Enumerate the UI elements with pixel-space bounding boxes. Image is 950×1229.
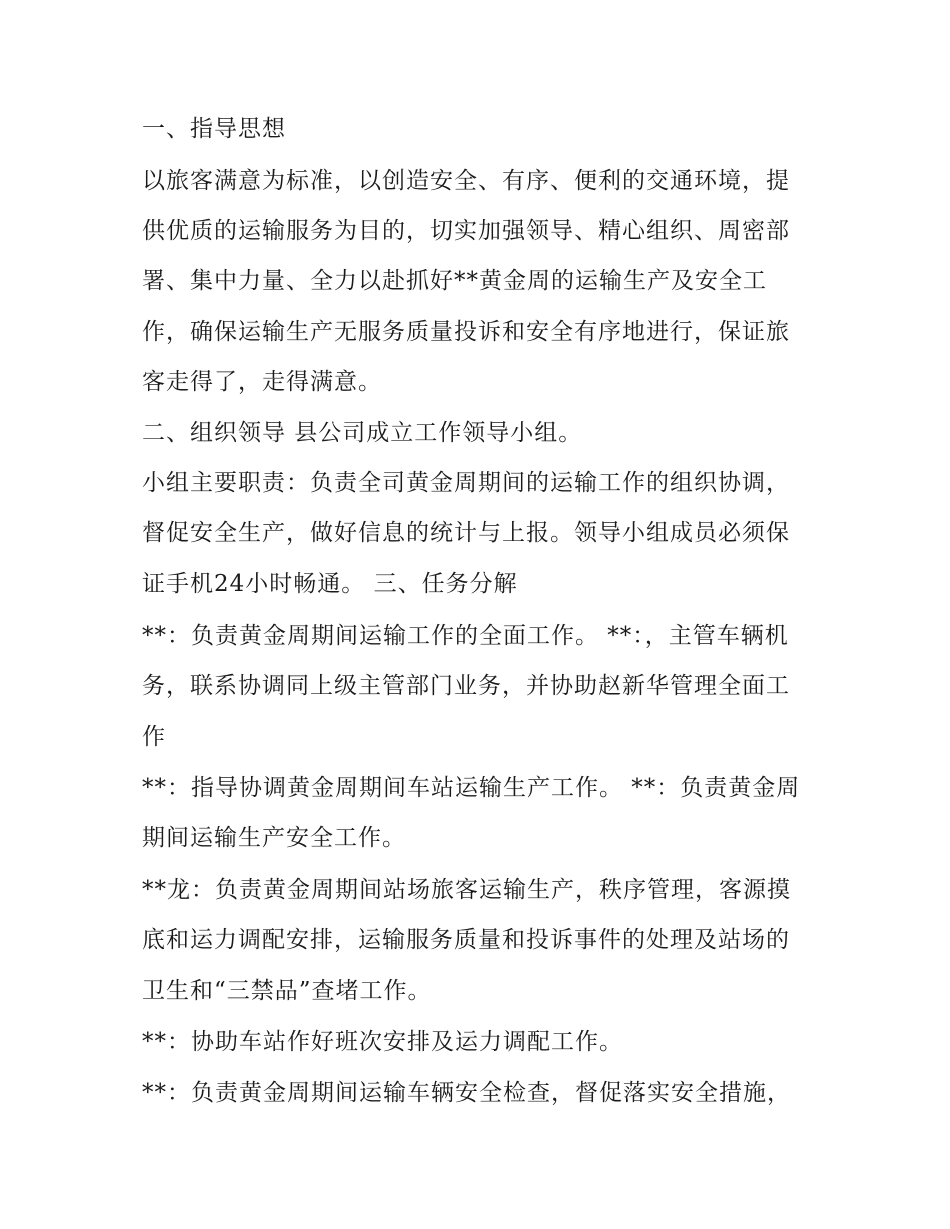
heading-guiding-ideology: 一、指导思想 bbox=[142, 116, 286, 142]
heading-organization: 二、组织领导 县公司成立工作领导小组。 bbox=[142, 420, 583, 446]
paragraph-line: 供优质的运输服务为目的，切实加强领导、精心组织、周密部 bbox=[142, 218, 790, 244]
paragraph-line: 作，确保运输生产无服务质量投诉和安全有序地进行，保证旅 bbox=[142, 319, 790, 345]
paragraph-line: 署、集中力量、全力以赴抓好**黄金周的运输生产及安全工 bbox=[142, 268, 767, 294]
paragraph-line: 证手机24小时畅通。 三、任务分解 bbox=[142, 571, 518, 597]
paragraph-line: 期间运输生产安全工作。 bbox=[142, 825, 406, 851]
paragraph-line: 作 bbox=[142, 724, 166, 750]
paragraph-line: 底和运力调配安排，运输服务质量和投诉事件的处理及站场的 bbox=[142, 927, 790, 953]
paragraph-line: **：负责黄金周期间运输工作的全面工作。 **：，主管车辆机 bbox=[142, 623, 789, 649]
paragraph-line: 小组主要职责：负责全司黄金周期间的运输工作的组织协调， bbox=[142, 470, 790, 496]
paragraph-line: 督促安全生产，做好信息的统计与上报。领导小组成员必须保 bbox=[142, 520, 790, 546]
paragraph-line: 客走得了，走得满意。 bbox=[142, 369, 382, 395]
paragraph-line: **：指导协调黄金周期间车站运输生产工作。 **：负责黄金周 bbox=[142, 775, 801, 801]
paragraph-line: 卫生和“三禁品”查堵工作。 bbox=[142, 978, 432, 1004]
paragraph-line: 以旅客满意为标准，以创造安全、有序、便利的交通环境，提 bbox=[142, 168, 790, 194]
paragraph-line: 务，联系协调同上级主管部门业务，并协助赵新华管理全面工 bbox=[142, 673, 790, 699]
paragraph-line: **龙：负责黄金周期间站场旅客运输生产，秩序管理，客源摸 bbox=[142, 877, 791, 903]
paragraph-line: **：负责黄金周期间运输车辆安全检查，督促落实安全措施， bbox=[142, 1080, 791, 1106]
paragraph-line: **：协助车站作好班次安排及运力调配工作。 bbox=[142, 1029, 623, 1055]
